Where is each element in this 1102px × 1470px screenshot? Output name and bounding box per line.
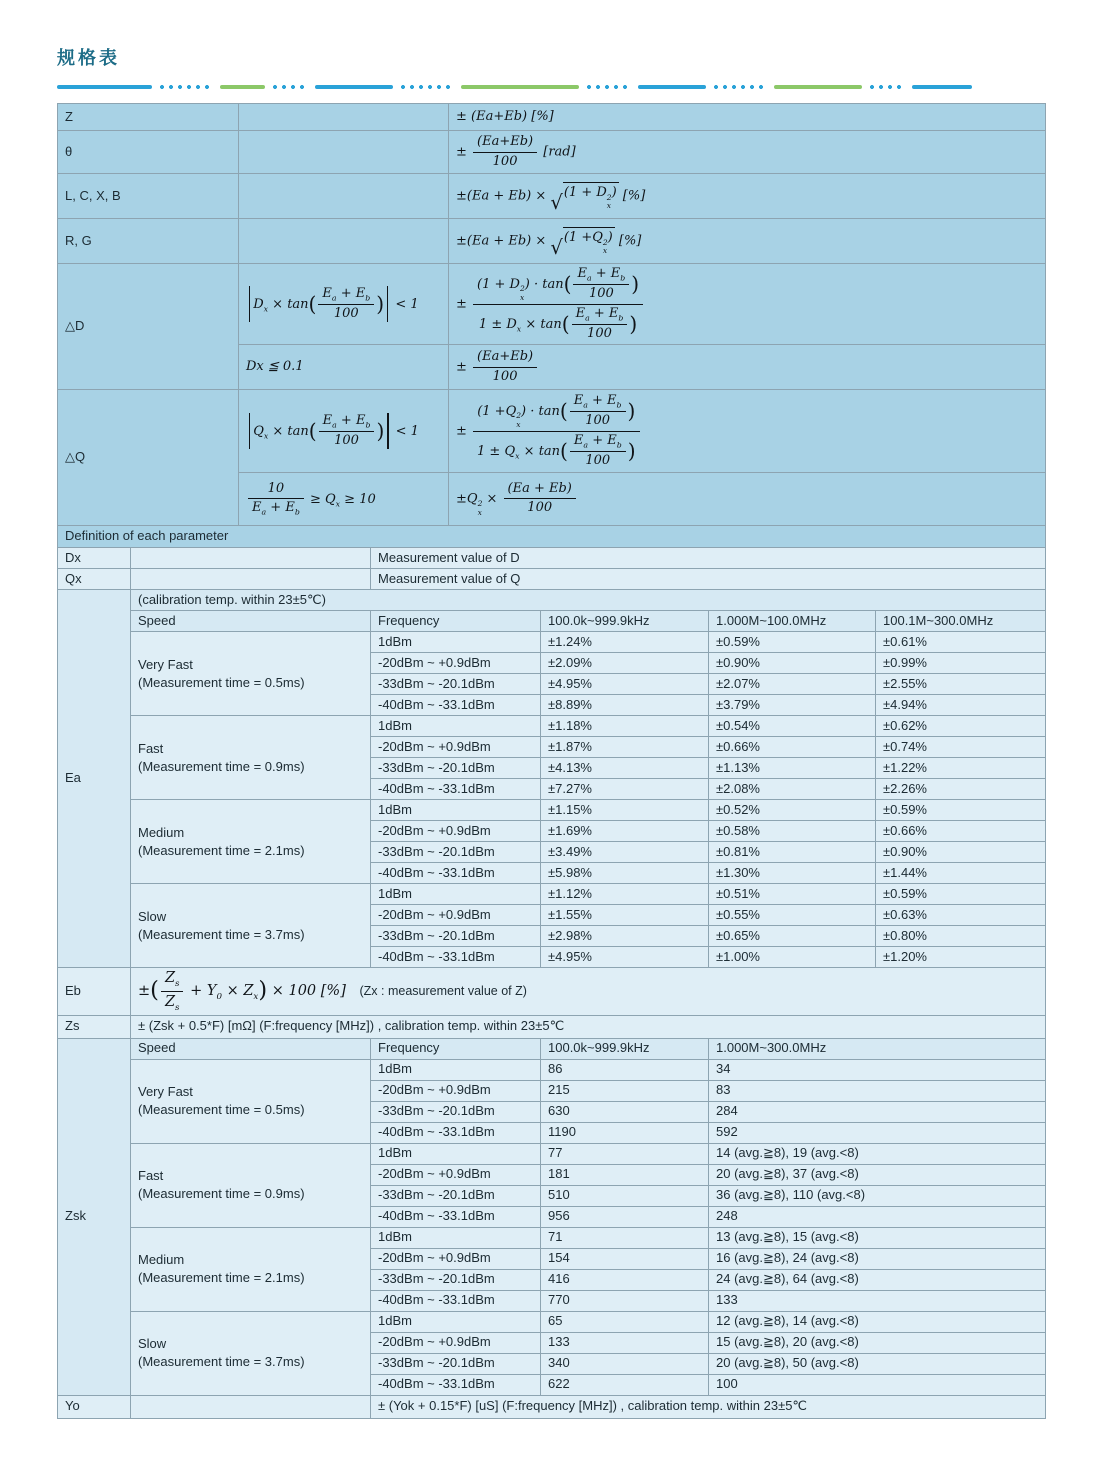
value-cell: ±0.51% <box>709 884 876 905</box>
formula-eb: ±( $\frac{Z_s}{Z_s}$ + $Y_0 \times Z_x) \times 100$ [%] <box>138 970 346 1013</box>
value-cell: 215 <box>541 1080 709 1101</box>
value-cell: 340 <box>541 1353 709 1374</box>
speed-cell <box>131 1059 371 1143</box>
value-cell: ±1.69% <box>541 821 709 842</box>
formula-eb-note: (Zx : measurement value of Z) <box>359 984 527 999</box>
zs-table <box>57 1015 1046 1039</box>
value-cell: ±8.89% <box>541 695 709 716</box>
value-cell: ±1.15% <box>541 800 709 821</box>
empty-cell <box>131 548 371 569</box>
power-level-cell: -40dBm ~ -33.1dBm <box>371 947 541 968</box>
power-level-cell: -33dBm ~ -20.1dBm <box>371 1185 541 1206</box>
power-level-cell: -40dBm ~ -33.1dBm <box>371 863 541 884</box>
value-cell: ±5.98% <box>541 863 709 884</box>
divider-dash <box>461 85 579 89</box>
value-cell: ±2.98% <box>541 926 709 947</box>
condition-dq-1: $Q_x \times \tan$( $\frac{E_a + E_b}{100}$ ) < 1 <box>239 390 449 473</box>
value-cell: 100 <box>709 1374 1046 1395</box>
value-cell: ±1.44% <box>876 863 1046 884</box>
value-cell: ±1.18% <box>541 716 709 737</box>
value-cell: ±1.55% <box>541 905 709 926</box>
table-row <box>58 104 1046 131</box>
value-cell: 36 (avg.≧8), 110 (avg.<8) <box>709 1185 1046 1206</box>
table-header-row <box>58 611 1046 632</box>
value-cell: ±1.87% <box>541 737 709 758</box>
value-cell: ±0.66% <box>709 737 876 758</box>
value-cell: ±0.63% <box>876 905 1046 926</box>
divider-dots <box>401 85 453 89</box>
speed-name: Very Fast <box>138 656 193 672</box>
value-cell: 13 (avg.≧8), 15 (avg.<8) <box>709 1227 1046 1248</box>
value-cell: ±0.61% <box>876 632 1046 653</box>
condition-dd-1: $D_x \times \tan$( $\frac{E_a + E_b}{100}$ ) < 1 <box>239 264 449 345</box>
param-yo: Yo <box>58 1395 131 1418</box>
measurement-time: (Measurement time = 0.5ms) <box>138 1102 305 1118</box>
value-cell: 133 <box>541 1332 709 1353</box>
definition-dx: Measurement value of D <box>371 548 1046 569</box>
formula-theta: ± $\frac{(Ea+Eb)}{100}$ [rad] <box>449 131 1046 174</box>
table-row <box>58 968 1046 1016</box>
value-cell: ±2.26% <box>876 779 1046 800</box>
formula-yo: ± (Yok + 0.15*F) [uS] (F:frequency [MHz]) , calibration temp. within 23±5℃ <box>371 1395 1046 1418</box>
value-cell: ±1.12% <box>541 884 709 905</box>
value-cell: 34 <box>709 1059 1046 1080</box>
power-level-cell: -33dBm ~ -20.1dBm <box>371 842 541 863</box>
power-level-cell: -20dBm ~ +0.9dBm <box>371 653 541 674</box>
formula-dd-2: ± $\frac{(Ea+Eb)}{100}$ <box>449 345 1046 390</box>
table-row <box>58 1395 1046 1418</box>
column-header-speed: Speed <box>131 1038 371 1059</box>
measurement-time: (Measurement time = 3.7ms) <box>138 926 305 942</box>
value-cell: ±4.94% <box>876 695 1046 716</box>
param-delta-d: △D <box>58 264 239 390</box>
measurement-time: (Measurement time = 2.1ms) <box>138 842 305 858</box>
divider-dash <box>315 85 393 89</box>
value-cell: ±4.95% <box>541 674 709 695</box>
value-cell: ±0.59% <box>709 632 876 653</box>
value-cell: ±0.74% <box>876 737 1046 758</box>
value-cell: ±0.55% <box>709 905 876 926</box>
divider-dots <box>587 85 630 89</box>
value-cell: 1190 <box>541 1122 709 1143</box>
value-cell: 71 <box>541 1227 709 1248</box>
formula-zs: ± (Zsk + 0.5*F) [mΩ] (F:frequency [MHz]) , calibration temp. within 23±5℃ <box>131 1015 1046 1038</box>
value-cell: ±0.52% <box>709 800 876 821</box>
speed-cell <box>131 1143 371 1227</box>
speed-name: Slow <box>138 908 167 924</box>
table-row <box>58 569 1046 590</box>
table-header-row <box>58 1038 1046 1059</box>
measurement-time: (Measurement time = 0.5ms) <box>138 674 305 690</box>
accuracy-formula-table <box>57 103 1046 526</box>
value-cell: 154 <box>541 1248 709 1269</box>
column-header-freq-range-2: 1.000M~300.0MHz <box>709 1038 1046 1059</box>
power-level-cell: -20dBm ~ +0.9dBm <box>371 1080 541 1101</box>
value-cell: ±1.00% <box>709 947 876 968</box>
value-cell: 65 <box>541 1311 709 1332</box>
value-cell: 20 (avg.≧8), 37 (avg.<8) <box>709 1164 1046 1185</box>
power-level-cell: -20dBm ~ +0.9dBm <box>371 821 541 842</box>
param-eb: Eb <box>58 968 131 1016</box>
value-cell: ±0.62% <box>876 716 1046 737</box>
power-level-cell: 1dBm <box>371 1227 541 1248</box>
value-cell: 24 (avg.≧8), 64 (avg.<8) <box>709 1269 1046 1290</box>
definition-header-table <box>57 525 1046 548</box>
eb-table <box>57 967 1046 1016</box>
param-rg: R, G <box>58 219 239 264</box>
table-row <box>58 219 1046 264</box>
column-header-speed: Speed <box>131 611 371 632</box>
power-level-cell: -33dBm ~ -20.1dBm <box>371 674 541 695</box>
empty-cell <box>131 569 371 590</box>
empty-cell <box>131 1395 371 1418</box>
speed-name: Fast <box>138 740 164 756</box>
ea-accuracy-table <box>57 589 1046 968</box>
param-dx: Dx <box>58 548 131 569</box>
divider-dash <box>638 85 706 89</box>
param-z: Z <box>58 104 239 131</box>
value-cell: ±2.09% <box>541 653 709 674</box>
divider-dots <box>714 85 766 89</box>
value-cell: ±3.79% <box>709 695 876 716</box>
value-cell: ±0.59% <box>876 884 1046 905</box>
definition-header: Definition of each parameter <box>58 526 1046 548</box>
speed-cell <box>131 1311 371 1395</box>
speed-name: Medium <box>138 1252 185 1268</box>
power-level-cell: 1dBm <box>371 1143 541 1164</box>
condition-dd-2: Dx ≦ 0.1 <box>239 345 449 390</box>
measurement-time: (Measurement time = 3.7ms) <box>138 1354 305 1370</box>
divider-dots <box>870 85 904 89</box>
divider-dots <box>160 85 212 89</box>
definition-table <box>57 547 1046 590</box>
empty-cell <box>239 219 449 264</box>
divider-dash <box>774 85 862 89</box>
power-level-cell: 1dBm <box>371 800 541 821</box>
power-level-cell: -33dBm ~ -20.1dBm <box>371 926 541 947</box>
formula-z: ± (Ea+Eb) [%] <box>449 104 1046 131</box>
value-cell: 14 (avg.≧8), 19 (avg.<8) <box>709 1143 1046 1164</box>
divider-dash <box>57 85 152 89</box>
value-cell: 86 <box>541 1059 709 1080</box>
param-lcxb: L, C, X, B <box>58 174 239 219</box>
power-level-cell: -40dBm ~ -33.1dBm <box>371 1290 541 1311</box>
page-title: 规格表 <box>57 48 120 68</box>
formula-dq-1: ± (1 +Q 2 x ) · tan( $\frac{E_a + E_b}{100}$ ) $1 \pm Q_x \times \tan$( $\frac{E_a + E_b}{100}$ ) <box>449 390 1046 473</box>
power-level-cell: -40dBm ~ -33.1dBm <box>371 695 541 716</box>
table-row <box>58 174 1046 219</box>
value-cell: 770 <box>541 1290 709 1311</box>
value-cell: 16 (avg.≧8), 24 (avg.<8) <box>709 1248 1046 1269</box>
decorative-divider <box>57 84 1045 90</box>
value-cell: 83 <box>709 1080 1046 1101</box>
value-cell: ±0.90% <box>709 653 876 674</box>
value-cell: 630 <box>541 1101 709 1122</box>
measurement-time: (Measurement time = 2.1ms) <box>138 1270 305 1286</box>
value-cell: ±0.81% <box>709 842 876 863</box>
divider-dots <box>273 85 307 89</box>
table-row <box>58 884 1046 905</box>
value-cell: 622 <box>541 1374 709 1395</box>
ea-calibration-note: (calibration temp. within 23±5℃) <box>131 590 1046 611</box>
value-cell: ±1.24% <box>541 632 709 653</box>
power-level-cell: -33dBm ~ -20.1dBm <box>371 1353 541 1374</box>
formula-rg: ±(Ea + Eb) × √ (1 +Q 2 x ) [%] <box>449 219 1046 264</box>
divider-dash <box>220 85 265 89</box>
column-header-freq-range-3: 100.1M~300.0MHz <box>876 611 1046 632</box>
power-level-cell: -20dBm ~ +0.9dBm <box>371 1164 541 1185</box>
value-cell: ±2.55% <box>876 674 1046 695</box>
table-row <box>58 590 1046 611</box>
value-cell: ±1.13% <box>709 758 876 779</box>
power-level-cell: -20dBm ~ +0.9dBm <box>371 905 541 926</box>
value-cell: 510 <box>541 1185 709 1206</box>
speed-cell <box>131 884 371 968</box>
value-cell: ±4.95% <box>541 947 709 968</box>
divider-dash <box>912 85 972 89</box>
param-zs: Zs <box>58 1015 131 1038</box>
param-zsk: Zsk <box>58 1038 131 1395</box>
power-level-cell: -33dBm ~ -20.1dBm <box>371 1269 541 1290</box>
value-cell: ±1.22% <box>876 758 1046 779</box>
power-level-cell: -33dBm ~ -20.1dBm <box>371 1101 541 1122</box>
table-row <box>58 1143 1046 1164</box>
speed-cell <box>131 716 371 800</box>
power-level-cell: 1dBm <box>371 884 541 905</box>
table-row <box>58 264 1046 345</box>
definition-qx: Measurement value of Q <box>371 569 1046 590</box>
empty-cell <box>239 104 449 131</box>
value-cell: ±0.54% <box>709 716 876 737</box>
value-cell: ±7.27% <box>541 779 709 800</box>
value-cell: 77 <box>541 1143 709 1164</box>
speed-name: Slow <box>138 1336 167 1352</box>
table-row <box>58 526 1046 548</box>
table-row <box>58 1311 1046 1332</box>
table-row <box>58 548 1046 569</box>
value-cell: ±4.13% <box>541 758 709 779</box>
value-cell: 15 (avg.≧8), 20 (avg.<8) <box>709 1332 1046 1353</box>
value-cell: ±1.30% <box>709 863 876 884</box>
value-cell: ±0.58% <box>709 821 876 842</box>
power-level-cell: -33dBm ~ -20.1dBm <box>371 758 541 779</box>
power-level-cell: 1dBm <box>371 1311 541 1332</box>
measurement-time: (Measurement time = 0.9ms) <box>138 758 305 774</box>
yo-table <box>57 1395 1046 1419</box>
value-cell: 248 <box>709 1206 1046 1227</box>
power-level-cell: 1dBm <box>371 716 541 737</box>
column-header-freq-range-1: 100.0k~999.9kHz <box>541 611 709 632</box>
param-ea: Ea <box>58 590 131 968</box>
value-cell: 12 (avg.≧8), 14 (avg.<8) <box>709 1311 1046 1332</box>
value-cell: ±1.20% <box>876 947 1046 968</box>
empty-cell <box>239 174 449 219</box>
formula-lcxb: ±(Ea + Eb) × √ (1 + D 2 x ) [%] <box>449 174 1046 219</box>
zsk-table <box>57 1038 1046 1396</box>
value-cell: 133 <box>709 1290 1046 1311</box>
power-level-cell: -40dBm ~ -33.1dBm <box>371 1122 541 1143</box>
param-theta: θ <box>58 131 239 174</box>
value-cell: ±0.65% <box>709 926 876 947</box>
column-header-frequency: Frequency <box>371 611 541 632</box>
value-cell: 284 <box>709 1101 1046 1122</box>
value-cell: 181 <box>541 1164 709 1185</box>
value-cell: ±0.99% <box>876 653 1046 674</box>
table-row <box>58 1227 1046 1248</box>
value-cell: 956 <box>541 1206 709 1227</box>
formula-dd-1: ± (1 + D 2 x ) · tan( $\frac{E_a + E_b}{100}$ ) $1 \pm D_x \times \tan$( $\frac{E_a + E_b}{100}$ ) <box>449 264 1046 345</box>
table-row <box>58 800 1046 821</box>
power-level-cell: -40dBm ~ -33.1dBm <box>371 779 541 800</box>
value-cell: ±2.08% <box>709 779 876 800</box>
column-header-frequency: Frequency <box>371 1038 541 1059</box>
speed-cell <box>131 1227 371 1311</box>
table-row <box>58 632 1046 653</box>
power-level-cell: -20dBm ~ +0.9dBm <box>371 1332 541 1353</box>
column-header-freq-range-2: 1.000M~100.0MHz <box>709 611 876 632</box>
table-row <box>58 131 1046 174</box>
param-delta-q: △Q <box>58 390 239 526</box>
power-level-cell: -20dBm ~ +0.9dBm <box>371 1248 541 1269</box>
value-cell: ±2.07% <box>709 674 876 695</box>
power-level-cell: 1dBm <box>371 632 541 653</box>
power-level-cell: -40dBm ~ -33.1dBm <box>371 1206 541 1227</box>
power-level-cell: -40dBm ~ -33.1dBm <box>371 1374 541 1395</box>
column-header-freq-range-1: 100.0k~999.9kHz <box>541 1038 709 1059</box>
value-cell: ±0.90% <box>876 842 1046 863</box>
speed-name: Fast <box>138 1168 164 1184</box>
value-cell: ±0.80% <box>876 926 1046 947</box>
formula-dq-2: ±Q 2 x × $\frac{(Ea + Eb)}{100}$ <box>449 473 1046 526</box>
table-row <box>58 1059 1046 1080</box>
table-row <box>58 716 1046 737</box>
value-cell: ±0.59% <box>876 800 1046 821</box>
param-qx: Qx <box>58 569 131 590</box>
speed-cell <box>131 800 371 884</box>
power-level-cell: -20dBm ~ +0.9dBm <box>371 737 541 758</box>
value-cell: ±0.66% <box>876 821 1046 842</box>
value-cell: 20 (avg.≧8), 50 (avg.<8) <box>709 1353 1046 1374</box>
speed-name: Very Fast <box>138 1084 193 1100</box>
speed-cell <box>131 632 371 716</box>
table-row <box>58 390 1046 473</box>
power-level-cell: 1dBm <box>371 1059 541 1080</box>
value-cell: 592 <box>709 1122 1046 1143</box>
speed-name: Medium <box>138 824 185 840</box>
value-cell: 416 <box>541 1269 709 1290</box>
measurement-time: (Measurement time = 0.9ms) <box>138 1186 305 1202</box>
value-cell: ±3.49% <box>541 842 709 863</box>
condition-dq-2: $\frac{10}{E_a + E_b}$ ≥ $Q_x \ge 10$ <box>239 473 449 526</box>
formula-eb-cell <box>131 968 1046 1016</box>
table-row <box>58 1015 1046 1038</box>
empty-cell <box>239 131 449 174</box>
